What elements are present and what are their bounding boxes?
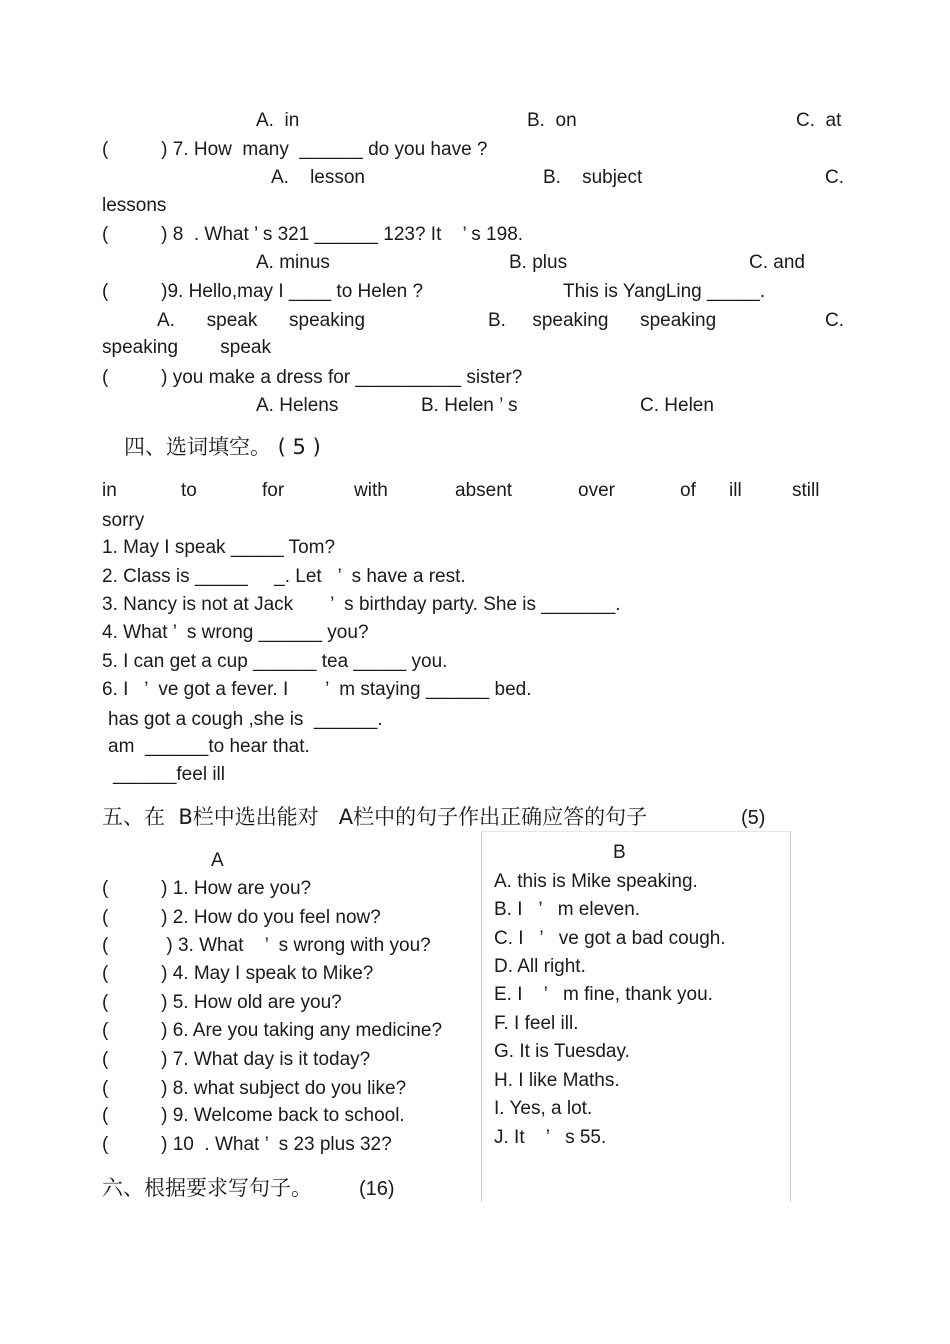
section4-item: 1. May I speak _____ Tom? [102, 537, 336, 558]
word-bank-word: in [102, 480, 117, 501]
column-a-item: ( ) 10 . What ’ s 23 plus 32? [102, 1134, 392, 1155]
q9-stem: ( )9. Hello,may I ____ to Helen ? [102, 281, 424, 302]
q7-option-a: A. lesson [271, 167, 365, 188]
word-bank-word: with [354, 480, 388, 501]
column-a-item: ( ) 3. What ’ s wrong with you? [102, 935, 431, 956]
q10-option-b: B. Helen ’ s [421, 395, 518, 416]
column-b-item: E. I ’ m fine, thank you. [494, 984, 713, 1005]
q6-option-c: C. at [796, 110, 842, 131]
column-b-item: H. I like Maths. [494, 1070, 620, 1091]
section4-item: am ______to hear that. [108, 736, 310, 757]
section4-item: 5. I can get a cup ______ tea _____ you. [102, 651, 448, 672]
column-a-item: ( ) 6. Are you taking any medicine? [102, 1020, 443, 1041]
q8-option-b: B. plus [509, 252, 568, 273]
column-b-item: B. I ’ m eleven. [494, 899, 641, 920]
section5-score: (5) [741, 807, 766, 829]
word-bank-word: for [262, 480, 285, 501]
column-b-item: A. this is Mike speaking. [494, 871, 698, 892]
q9-stem-right: This is YangLing _____. [563, 281, 766, 302]
word-bank-word: sorry [102, 510, 145, 531]
q7-stem: ( ) 7. How many ______ do you have ? [102, 139, 488, 160]
q9-option-b: B. speaking speaking [488, 310, 717, 331]
word-bank-word: ill [729, 480, 742, 501]
section4-heading: 四、选词填空。 ( 5 ) [124, 435, 321, 459]
q10-option-c: C. Helen [640, 395, 714, 416]
column-b-item: C. I ’ ve got a bad cough. [494, 928, 726, 949]
column-a-header: A [211, 850, 224, 871]
column-b-header: B [613, 842, 626, 863]
word-bank-word: over [578, 480, 615, 501]
q9-option-a: A. speak speaking [157, 310, 366, 331]
column-a-item: ( ) 1. How are you? [102, 878, 312, 899]
column-b-item: F. I feel ill. [494, 1013, 579, 1034]
q7-option-b: B. subject [543, 167, 643, 188]
column-a-item: ( ) 2. How do you feel now? [102, 907, 381, 928]
q7-option-c: C. [825, 167, 844, 188]
column-b-item: D. All right. [494, 956, 586, 977]
section4-item: 4. What ’ s wrong ______ you? [102, 622, 369, 643]
section4-item: has got a cough ,she is ______. [108, 709, 383, 730]
section4-item: 3. Nancy is not at Jack ’ s birthday party. She is _______. [102, 594, 621, 615]
section6-heading: 六、根据要求写句子。 [102, 1176, 312, 1200]
column-b-item: J. It ’ s 55. [494, 1127, 607, 1148]
q10-stem: ( ) you make a dress for __________ sister? [102, 367, 523, 388]
q9-option-c: C. [825, 310, 844, 331]
column-a-item: ( ) 7. What day is it today? [102, 1049, 371, 1070]
word-bank-word: to [181, 480, 197, 501]
q8-option-c: C. and [749, 252, 805, 273]
column-a-item: ( ) 4. May I speak to Mike? [102, 963, 374, 984]
section4-item: ______feel ill [113, 764, 225, 785]
column-a-item: ( ) 5. How old are you? [102, 992, 342, 1013]
section4-item: 2. Class is _____ _. Let ’ s have a rest. [102, 566, 466, 587]
q9-option-c-text: speaking speak [102, 337, 271, 358]
section4-item: 6. I ’ ve got a fever. I ’ m staying ______ bed. [102, 679, 532, 700]
q6-option-b: B. on [527, 110, 577, 131]
section5-heading: 五、在 B栏中选出能对 A栏中的句子作出正确应答的句子 [102, 805, 648, 829]
word-bank-word: absent [455, 480, 513, 501]
q8-stem: ( ) 8 . What ’ s 321 ______ 123? It ’ s 198. [102, 224, 524, 245]
word-bank-word: still [792, 480, 820, 501]
q7-option-c-text: lessons [102, 195, 167, 216]
column-b-item: G. It is Tuesday. [494, 1041, 630, 1062]
column-a-item: ( ) 8. what subject do you like? [102, 1078, 407, 1099]
q6-option-a: A. in [256, 110, 300, 131]
section6-score: (16) [359, 1178, 395, 1200]
column-a-item: ( ) 9. Welcome back to school. [102, 1105, 405, 1126]
column-b-item: I. Yes, a lot. [494, 1098, 593, 1119]
q10-option-a: A. Helens [256, 395, 339, 416]
q8-option-a: A. minus [256, 252, 330, 273]
word-bank-word: of [680, 480, 696, 501]
